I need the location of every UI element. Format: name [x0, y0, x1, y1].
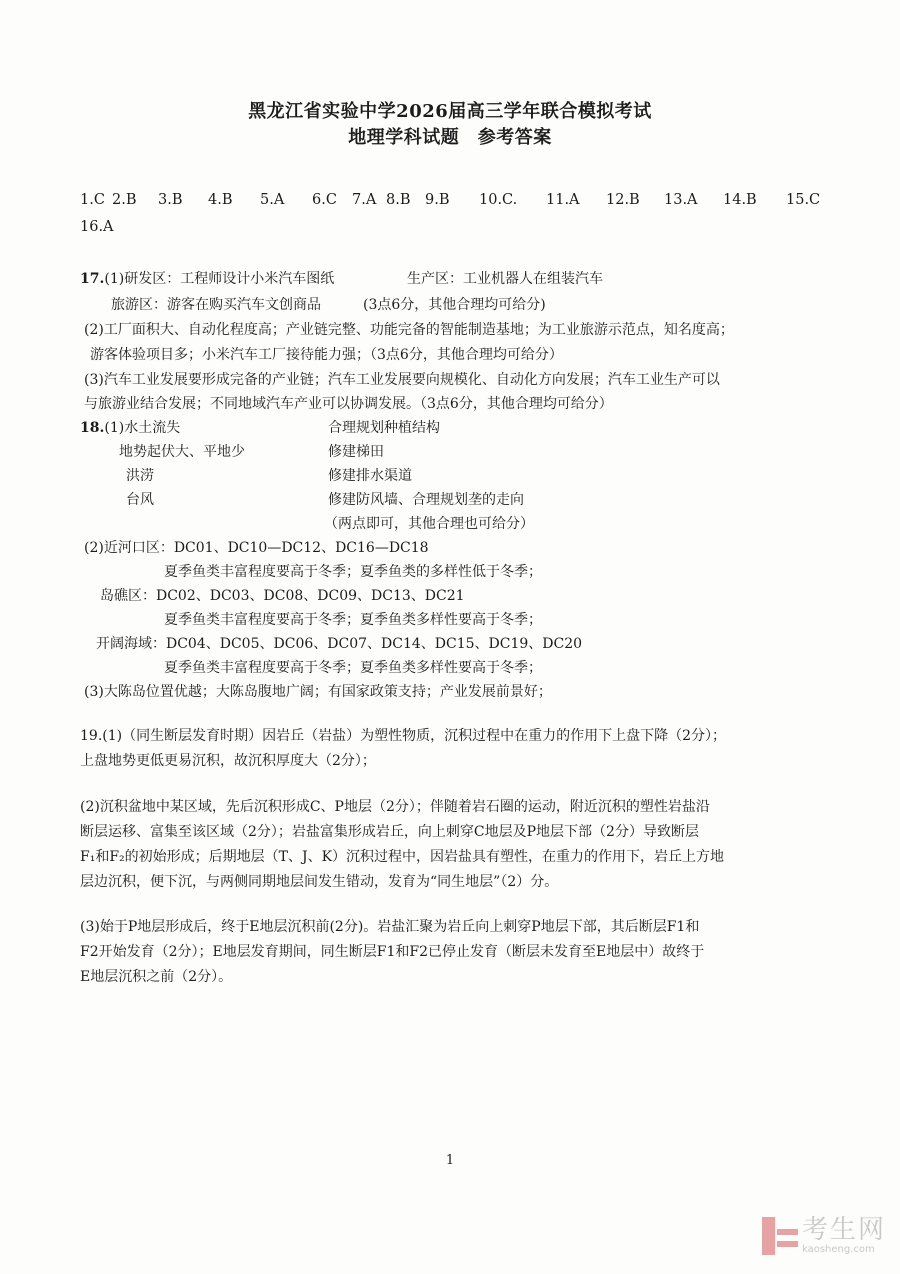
q18-number: 18. — [80, 420, 105, 436]
q19-p1-line-1: 19.(1)（同生断层发育时期）因岩丘（岩盐）为塑性物质，沉积过程中在重力的作用下上盘下降（2分）； — [80, 728, 727, 744]
q17-line-2: 旅游区：游客在购买汽车文创商品 (3点6分，其他合理均可给分) — [111, 297, 546, 313]
q18-p2-line-3: 岛礁区：DC02、DC03、DC08、DC09、DC13、DC21 — [100, 588, 465, 604]
q17-line-4: 游客体验项目多；小米汽车工厂接待能力强；（3点6分，其他合理均可给分） — [90, 347, 563, 363]
q19-p3-line-1: (3)始于P地层形成后，终于E地层沉积前(2分)。岩盐汇聚为岩丘向上刺穿P地层下部，其后断层F1和 — [80, 919, 700, 935]
q17-line-1: 17.(1)研发区：工程师设计小米汽车图纸 — [80, 271, 335, 287]
q17-line-3: (2)工厂面积大、自动化程度高；产业链完整、功能完备的智能制造基地；为工业旅游示范点，知名度高； — [84, 322, 734, 338]
q18-p2-line-5: 开阔海域：DC04、DC05、DC06、DC07、DC14、DC15、DC19、DC20 — [96, 636, 583, 652]
watermark — [762, 1216, 886, 1256]
q19-p2-line-3: F₁和F₂的初始形成；后期地层（T、J、K）沉积过程中，因岩盐具有塑性，在重力的作用下，岩丘上方地 — [80, 849, 725, 865]
q18-note: （两点即可，其他合理也可给分） — [324, 516, 534, 532]
q18-p2-line-4: 夏季鱼类丰富程度要高于冬季；夏季鱼类多样性要高于冬季； — [164, 612, 542, 628]
q18-problem-3: 洪涝 — [126, 468, 154, 484]
mc-answer: 13.A — [664, 192, 698, 208]
q17-line-6: 与旅游业结合发展；不同地域汽车产业可以协调发展。（3点6分，其他合理均可给分） — [84, 396, 613, 412]
q18-p2-line-2: 夏季鱼类丰富程度要高于冬季；夏季鱼类的多样性低于冬季； — [164, 564, 542, 580]
mc-answer: 8.B — [386, 192, 411, 208]
q19-p2-line-2: 断层运移、富集至该区域（2分）；岩盐富集形成岩丘，向上刺穿C地层及P地层下部（2分）导致断层 — [80, 824, 699, 840]
q17-number: 17. — [80, 271, 105, 287]
q18-measure-4: 修建防风墙、合理规划垄的走向 — [328, 492, 524, 508]
mc-answer: 9.B — [425, 192, 450, 208]
mc-answer: 12.B — [606, 192, 640, 208]
mc-answer: 6.C — [312, 192, 337, 208]
q18-measure-3: 修建排水渠道 — [328, 468, 412, 484]
watermark-text: 考生网 — [801, 1215, 886, 1245]
mc-answer: 7.A — [352, 192, 377, 208]
q18-p3: (3)大陈岛位置优越；大陈岛腹地广阔；有国家政策支持；产业发展前景好； — [84, 684, 552, 700]
q18-problem-4: 台风 — [126, 492, 154, 508]
q19-p2-line-1: (2)沉积盆地中某区域，先后沉积形成C、P地层（2分）；伴随着岩石圈的运动，附近沉积的塑性岩盐沿 — [80, 799, 710, 815]
q19-p1-line-2: 上盘地势更低更易沉积，故沉积厚度大（2分）； — [80, 753, 376, 769]
mc-answer: 4.B — [208, 192, 233, 208]
watermark-logo-icon — [762, 1217, 798, 1255]
watermark-url: kaosheng.com — [801, 1244, 875, 1255]
q17-line-5: (3)汽车工业发展要形成完备的产业链；汽车工业发展要向规模化、自动化方向发展；汽车工业生产可以 — [84, 372, 720, 388]
q19-p2-line-4: 层边沉积，便下沉，与两侧同期地层间发生错动，发育为“同生地层”（2）分。 — [80, 874, 559, 890]
q18-p2-line-1: (2)近河口区：DC01、DC10—DC12、DC16—DC18 — [84, 540, 429, 556]
page-title: 黑龙江省实验中学2026届高三学年联合模拟考试 — [248, 101, 652, 122]
q17-line-1b: 生产区：工业机器人在组装汽车 — [407, 271, 603, 287]
mc-answer: 1.C — [80, 192, 105, 208]
page-subtitle: 地理学科试题 参考答案 — [348, 127, 552, 148]
mc-answer: 16.A — [80, 219, 114, 235]
q19-p3-line-3: E地层沉积之前（2分）。 — [80, 969, 233, 985]
mc-answer: 10.C. — [479, 192, 518, 208]
page-number: 1 — [445, 1153, 455, 1168]
q19-p3-line-2: F2开始发育（2分）；E地层发育期间，同生断层F1和F2已停止发育（断层未发育至E地层中）故终于 — [80, 944, 705, 960]
q18-measure-1: 合理规划种植结构 — [328, 420, 440, 436]
q18-p2-line-6: 夏季鱼类丰富程度要高于冬季；夏季鱼类多样性要高于冬季； — [164, 660, 542, 676]
mc-answer: 3.B — [158, 192, 183, 208]
mc-answer: 2.B — [112, 192, 137, 208]
q18-row-1: 18.(1)水土流失 — [80, 420, 181, 436]
q18-problem-2: 地势起伏大、平地少 — [119, 444, 245, 460]
mc-answer: 15.C — [786, 192, 821, 208]
mc-answer: 5.A — [260, 192, 285, 208]
q18-measure-2: 修建梯田 — [328, 444, 384, 460]
mc-answer: 14.B — [723, 192, 757, 208]
mc-answer: 11.A — [546, 192, 580, 208]
